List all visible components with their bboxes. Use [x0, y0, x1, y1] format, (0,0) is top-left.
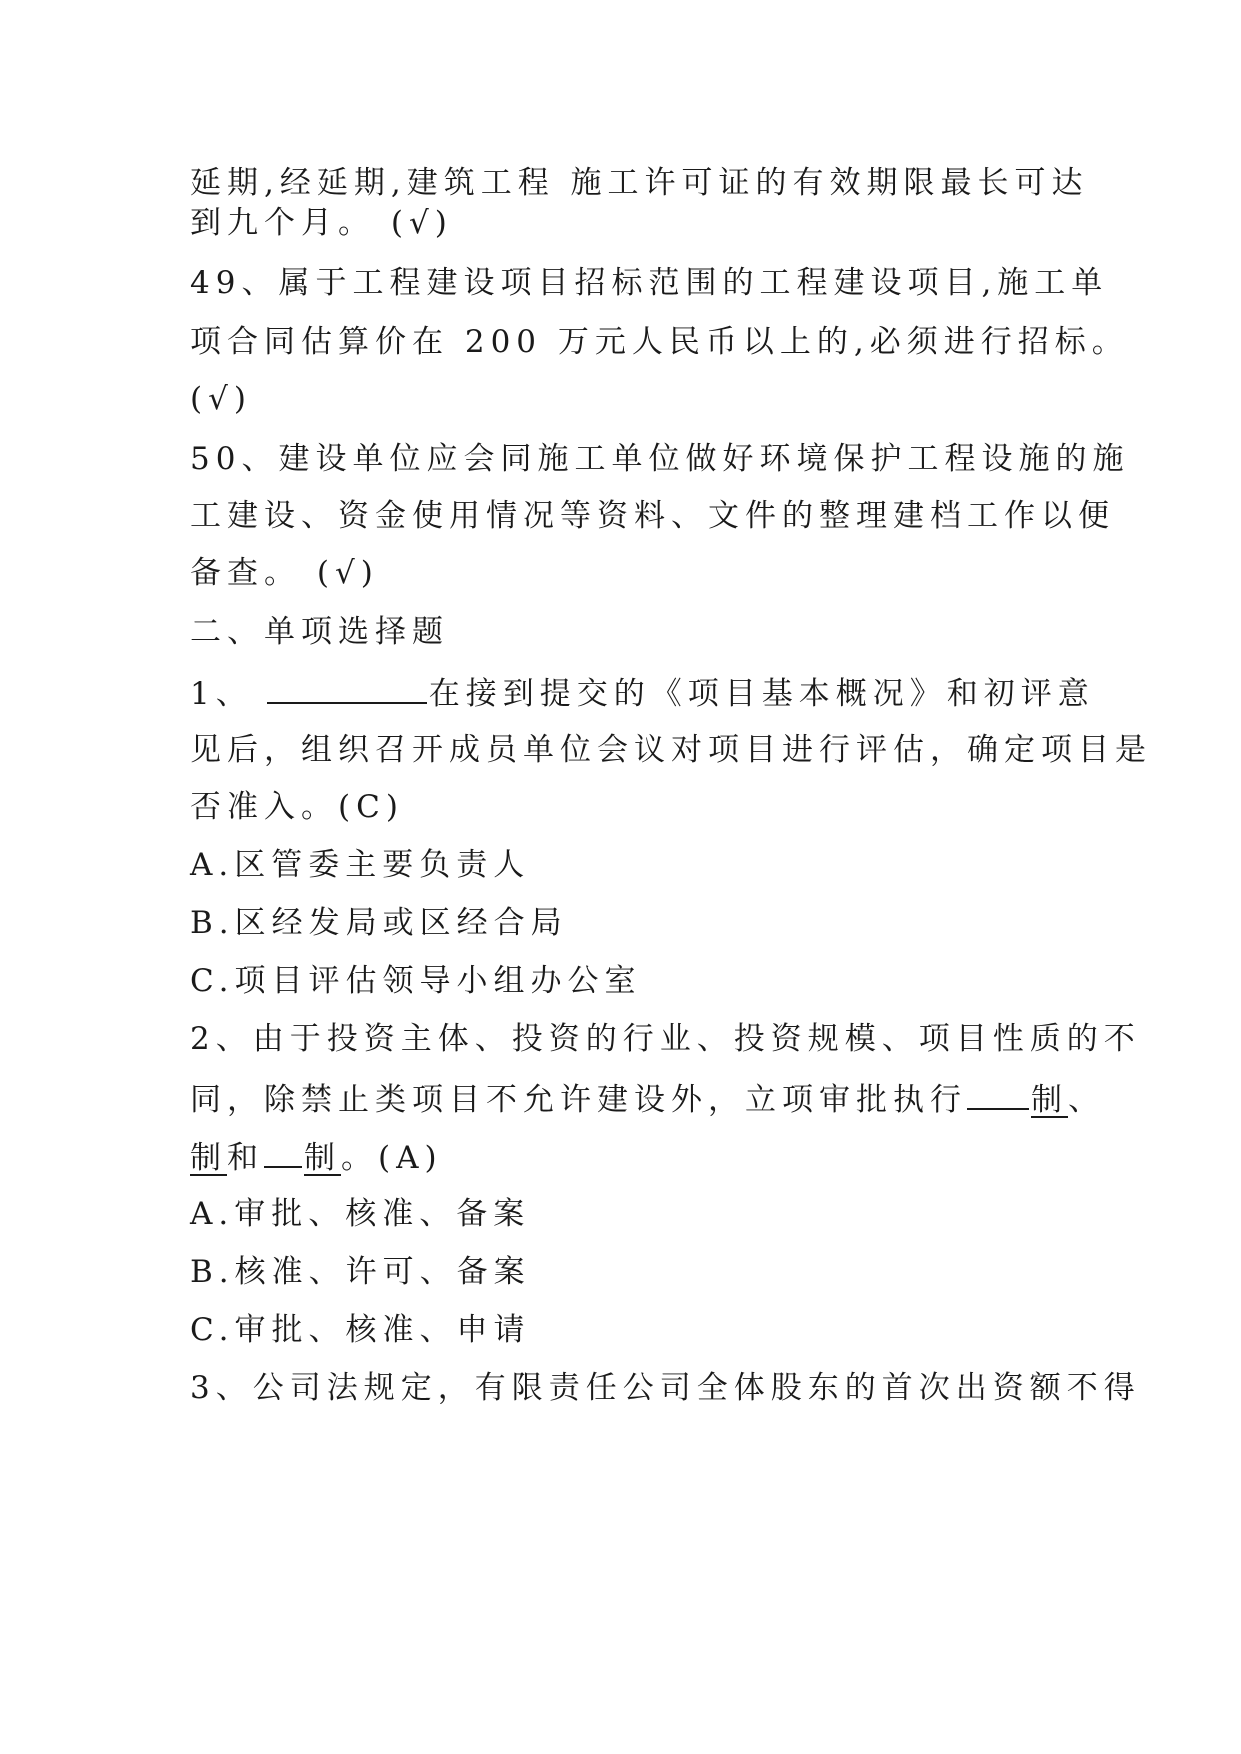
- q49-line-3: (√): [190, 381, 252, 417]
- q48-line-1: 延期,经延期,建筑工程 施工许可证的有效期限最长可达: [190, 165, 1089, 201]
- mc1-option-a: A.区管委主要负责人: [190, 847, 531, 883]
- mc2-blank-2-label: 制: [190, 1140, 227, 1176]
- mc1-number: 1、: [190, 676, 253, 712]
- mc1-answer-blank: [267, 672, 427, 704]
- q49-line-2: 项合同估算价在 200 万元人民币以上的,必须进行招标。: [190, 324, 1129, 360]
- mc2-line-2: [190, 1078, 1105, 1122]
- mc1-line-3: 否准入。(C): [190, 789, 404, 825]
- mc2-option-b: B.核准、许可、备案: [190, 1254, 531, 1290]
- mc1-option-c: C.项目评估领导小组办公室: [190, 963, 642, 999]
- mc2-line-1: 2、由于投资主体、投资的行业、投资规模、项目性质的不: [190, 1021, 1141, 1057]
- mc2-option-a: A.审批、核准、备案: [190, 1196, 531, 1232]
- mc2-answer: 。(A): [341, 1140, 443, 1176]
- mc2-option-c: C.审批、核准、申请: [190, 1312, 531, 1348]
- mc3-line-1: 3、公司法规定，有限责任公司全体股东的首次出资额不得: [190, 1370, 1141, 1406]
- mc1-line-1: [190, 672, 1095, 716]
- q48-line-2: 到九个月。 (√): [190, 205, 453, 241]
- mc1-line-2: 见后，组织召开成员单位会议对项目进行评估，确定项目是: [190, 732, 1152, 768]
- q49-line-1: 49、属于工程建设项目招标范围的工程建设项目,施工单: [190, 265, 1109, 301]
- mc2-blank-1-label: 制: [1031, 1082, 1068, 1118]
- section-title: 二、单项选择题: [190, 614, 449, 650]
- mc1-option-b: B.区经发局或区经合局: [190, 905, 568, 941]
- mc2-blank-1: [967, 1078, 1029, 1110]
- q50-line-2: 工建设、资金使用情况等资料、文件的整理建档工作以便: [190, 498, 1115, 534]
- mc2-blank-3-label: 制: [304, 1140, 341, 1176]
- q50-line-1: 50、建设单位应会同施工单位做好环境保护工程设施的施: [190, 441, 1130, 477]
- mc2-and: 和: [227, 1140, 264, 1176]
- mc2-separator: 、: [1068, 1082, 1105, 1118]
- mc2-line-3: [190, 1136, 443, 1180]
- mc2-blank-3: [264, 1136, 302, 1168]
- mc2-line-2-text: 同，除禁止类项目不允许建设外，立项审批执行: [190, 1082, 967, 1118]
- q50-line-3: 备查。 (√): [190, 555, 379, 591]
- mc1-line-1-text: 在接到提交的《项目基本概况》和初评意: [428, 676, 1095, 712]
